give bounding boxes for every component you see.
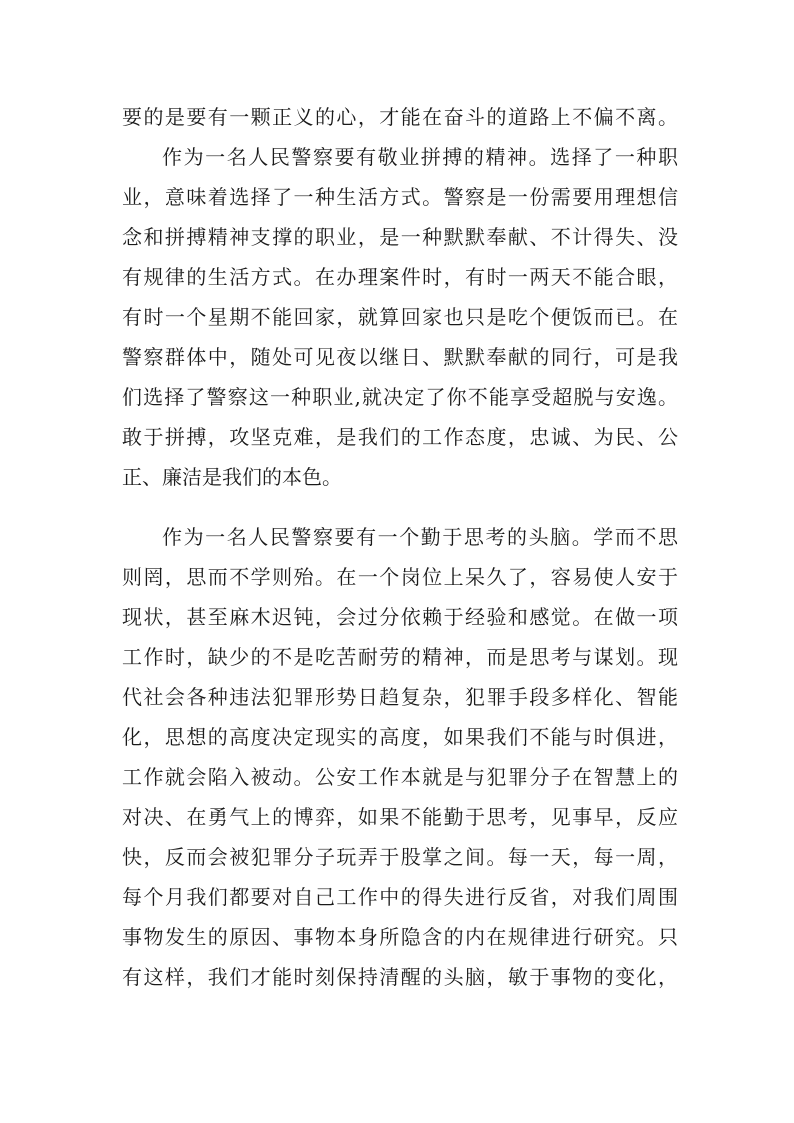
paragraph-line: 代社会各种违法犯罪形势日趋复杂，犯罪手段多样化、智能 (122, 685, 678, 709)
paragraph-line: 作为一名人民警察要有一个勤于思考的头脑。学而不思 (162, 525, 678, 549)
paragraph-line: 要的是要有一颗正义的心，才能在奋斗的道路上不偏不离。 (122, 105, 678, 129)
paragraph-line: 有规律的生活方式。在办理案件时，有时一两天不能合眼， (122, 265, 678, 289)
paragraph-line: 快，反而会被犯罪分子玩弄于股掌之间。每一天，每一周， (122, 845, 678, 869)
paragraph-line: 正、廉洁是我们的本色。 (122, 465, 342, 489)
paragraph-line: 有时一个星期不能回家，就算回家也只是吃个便饭而已。在 (122, 305, 678, 329)
paragraph-line: 有这样，我们才能时刻保持清醒的头脑，敏于事物的变化， (122, 965, 678, 989)
paragraph-line: 念和拼搏精神支撑的职业，是一种默默奉献、不计得失、没 (122, 225, 678, 249)
paragraph-line: 业，意味着选择了一种生活方式。警察是一份需要用理想信 (122, 185, 678, 209)
paragraph-line: 现状，甚至麻木迟钝，会过分依赖于经验和感觉。在做一项 (122, 605, 678, 629)
paragraph-line: 敢于拼搏，攻坚克难，是我们的工作态度，忠诚、为民、公 (122, 425, 678, 449)
paragraph-line: 化，思想的高度决定现实的高度，如果我们不能与时俱进， (122, 725, 678, 749)
paragraph-line: 对决、在勇气上的博弈，如果不能勤于思考，见事早，反应 (122, 805, 678, 829)
paragraph-line: 警察群体中，随处可见夜以继日、默默奉献的同行，可是我 (122, 345, 678, 369)
paragraph-line: 作为一名人民警察要有敬业拼搏的精神。选择了一种职 (162, 145, 678, 169)
paragraph-line: 们选择了警察这一种职业,就决定了你不能享受超脱与安逸。 (122, 385, 678, 409)
paragraph-line: 工作就会陷入被动。公安工作本就是与犯罪分子在智慧上的 (122, 765, 678, 789)
paragraph-line: 每个月我们都要对自己工作中的得失进行反省，对我们周围 (122, 885, 678, 909)
paragraph-line: 则罔，思而不学则殆。在一个岗位上呆久了，容易使人安于 (122, 565, 678, 589)
paragraph-line: 工作时，缺少的不是吃苦耐劳的精神，而是思考与谋划。现 (122, 645, 678, 669)
paragraph-line: 事物发生的原因、事物本身所隐含的内在规律进行研究。只 (122, 925, 678, 949)
